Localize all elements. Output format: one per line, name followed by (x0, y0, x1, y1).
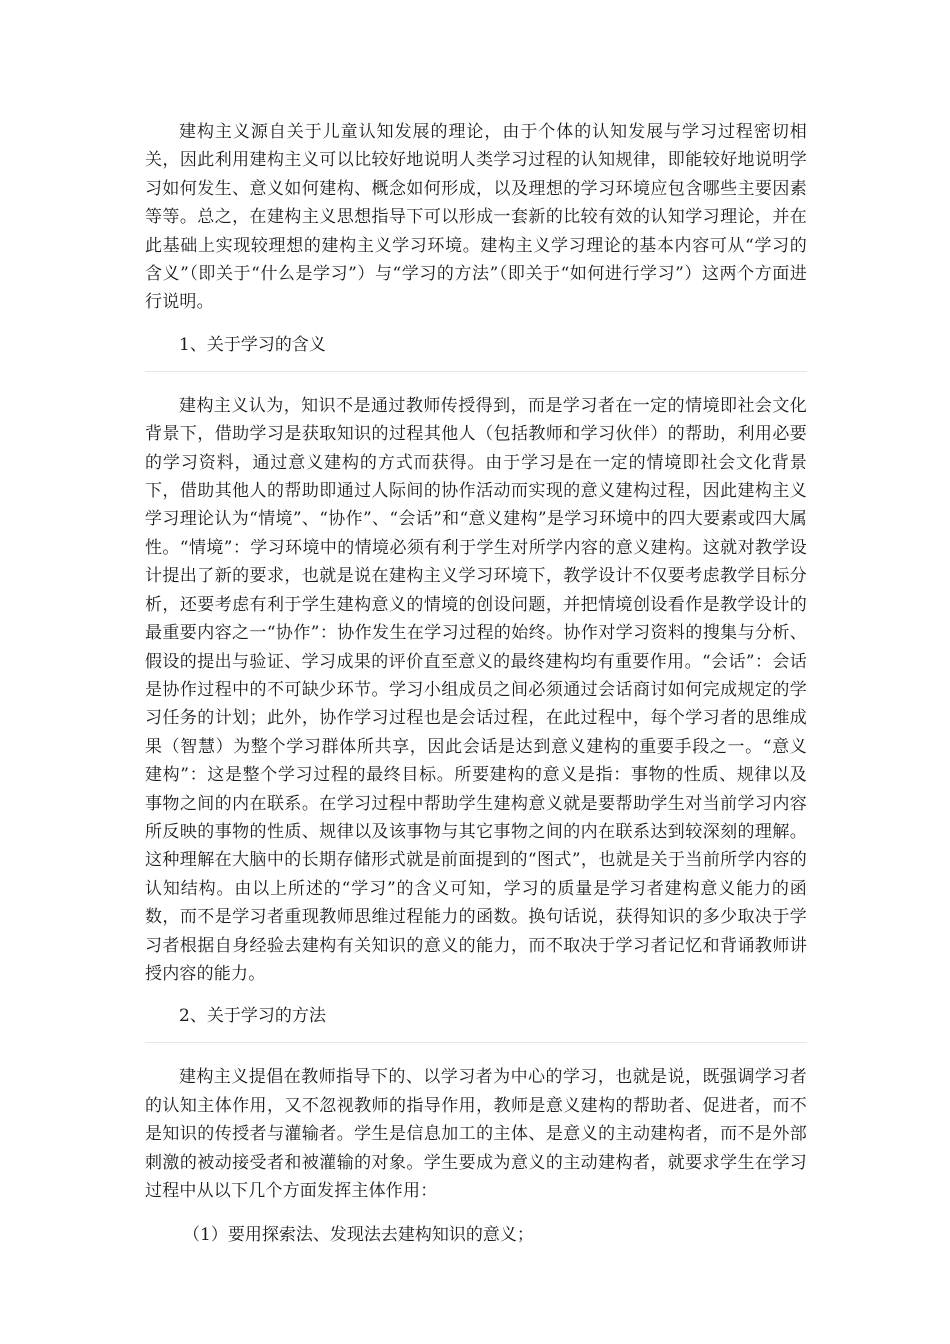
meaning-paragraph: 建构主义认为，知识不是通过教师传授得到，而是学习者在一定的情境即社会文化背景下，借助学习是获取知识的过程其他人（包括教师和学习伙伴）的帮助，利用必要的学习资料，通过意义建构的方式而获得。由于学习是在一定的情境即社会文化背景下，借助其他人的帮助即通过人际间的协作活动而实现的意义建构过程，因此建构主义学习理论认为“情境”、“协作”、“会话”和“意义建构”是学习环境中的四大要素或四大属性。“情境”：学习环境中的情境必须有利于学生对所学内容的意义建构。这就对教学设计提出了新的要求，也就是说在建构主义学习环境下，教学设计不仅要考虑教学目标分析，还要考虑有利于学生建构意义的情境的创设问题，并把情境创设看作是教学设计的最重要内容之一“协作”：协作发生在学习过程的始终。协作对学习资料的搜集与分析、假设的提出与验证、学习成果的评价直至意义的最终建构均有重要作用。“会话”：会话是协作过程中的不可缺少环节。学习小组成员之间必须通过会话商讨如何完成规定的学习任务的计划；此外，协作学习过程也是会话过程，在此过程中，每个学习者的思维成果（智慧）为整个学习群体所共享，因此会话是达到意义建构的重要手段之一。“意义建构”：这是整个学习过程的最终目标。所要建构的意义是指：事物的性质、规律以及事物之间的内在联系。在学习过程中帮助学生建构意义就是要帮助学生对当前学习内容所反映的事物的性质、规律以及该事物与其它事物之间的内在联系达到较深刻的理解。这种理解在大脑中的长期存储形式就是前面提到的“图式”，也就是关于当前所学内容的认知结构。由以上所述的“学习”的含义可知，学习的质量是学习者建构意义能力的函数，而不是学习者重现教师思维过程能力的函数。换句话说，获得知识的多少取决于学习者根据自身经验去建构有关知识的意义的能力，而不取决于学习者记忆和背诵教师讲授内容的能力。 (145, 395, 807, 984)
list-item: （1）要用探索法、发现法去建构知识的意义； (183, 1225, 534, 1246)
section-heading-method: 2、关于学习的方法 (179, 1006, 326, 1027)
section-heading-meaning: 1、关于学习的含义 (179, 334, 326, 355)
divider-line (145, 371, 807, 372)
document-page (145, 118, 807, 1249)
method-paragraph: 建构主义提倡在教师指导下的、以学习者为中心的学习，也就是说，既强调学习者的认知主体作用，又不忽视教师的指导作用，教师是意义建构的帮助者、促进者，而不是知识的传授者与灌输者。学生是信息加工的主体、是意义的主动建构者，而不是外部刺激的被动接受者和被灌输的对象。学生要成为意义的主动建构者，就要求学生在学习过程中从以下几个方面发挥主体作用： (145, 1067, 807, 1201)
divider-line (145, 1042, 807, 1043)
intro-paragraph: 建构主义源自关于儿童认知发展的理论，由于个体的认知发展与学习过程密切相关，因此利用建构主义可以比较好地说明人类学习过程的认知规律，即能较好地说明学习如何发生、意义如何建构、概念如何形成，以及理想的学习环境应包含哪些主要因素等等。总之，在建构主义思想指导下可以形成一套新的比较有效的认知学习理论，并在此基础上实现较理想的建构主义学习环境。建构主义学习理论的基本内容可从“学习的含义”（即关于“什么是学习”）与“学习的方法”（即关于“如何进行学习”）这两个方面进行说明。 (145, 122, 807, 313)
